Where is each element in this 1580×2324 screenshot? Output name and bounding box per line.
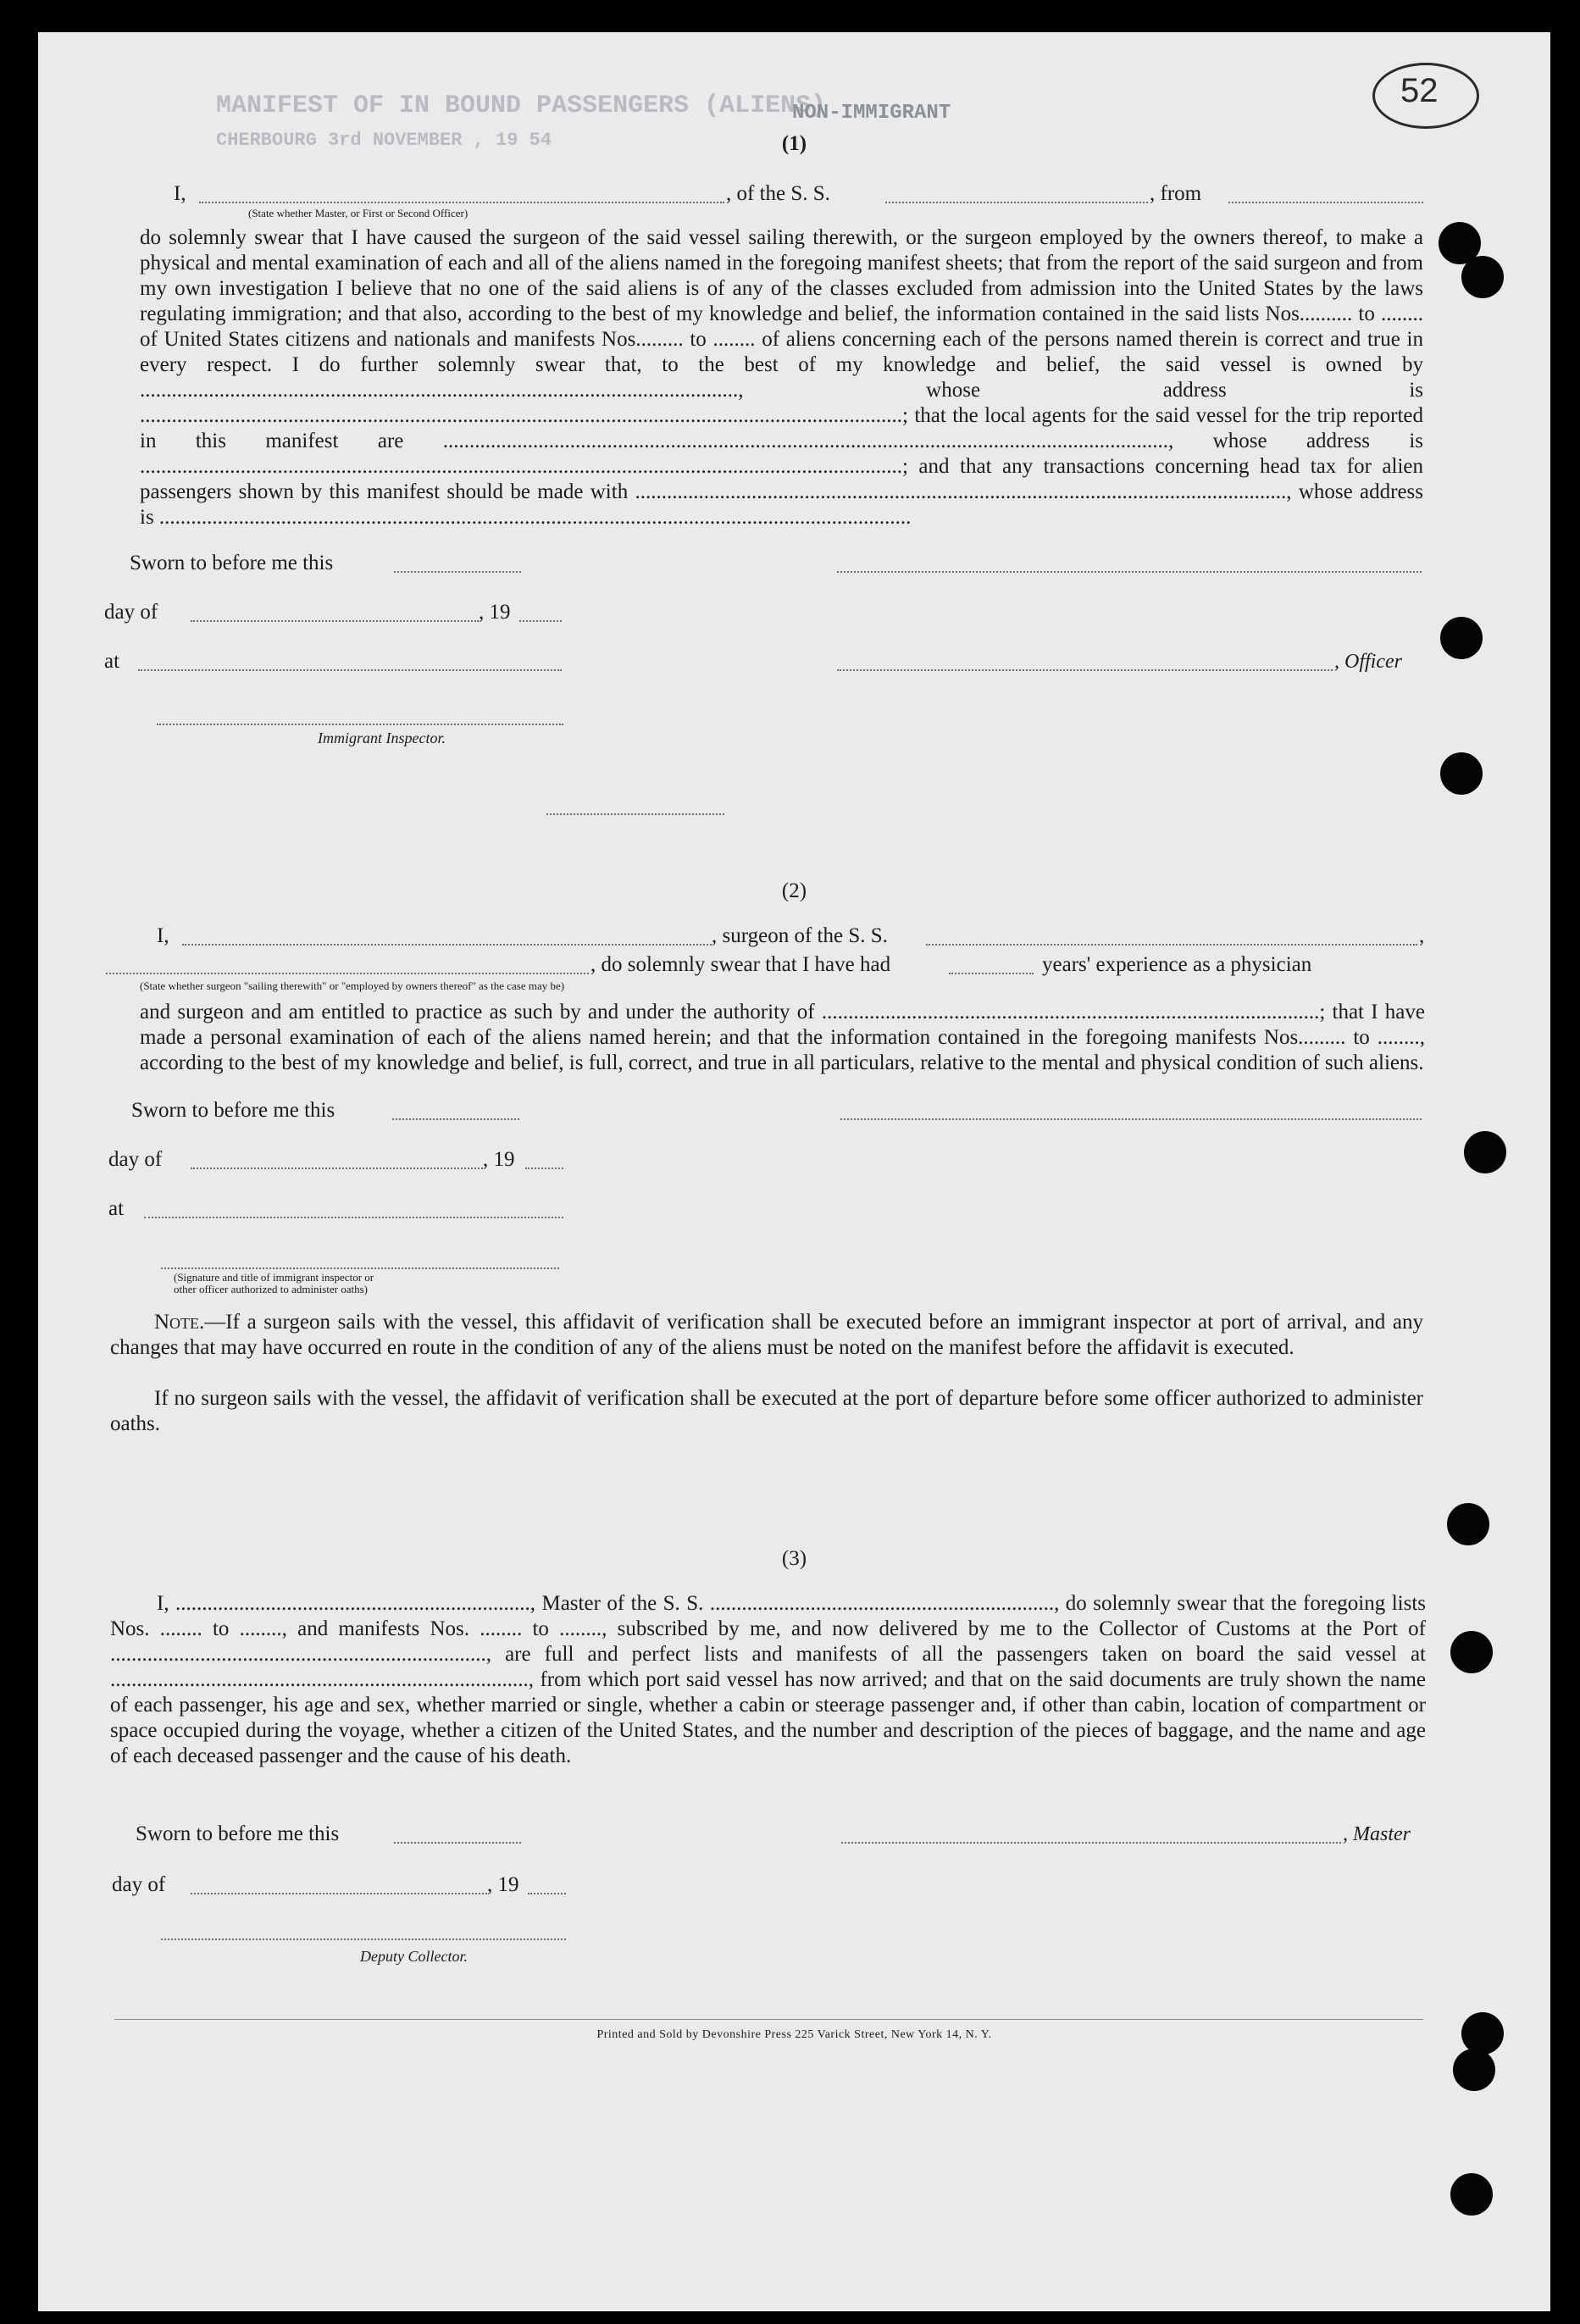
s3-year-label: , 19 bbox=[487, 1873, 519, 1896]
s3-paragraph: I, ..................................................................., Master of the S. S. ................................................................., do solemnly swear that the foregoing lists Nos. ........ to ........, and manifests Nos. ........ to ........, subscribed by me, and now delivered by me to the Collector of Customs at the Port of ......................................................................., are full and perfect lists and manifests of all the passengers taken on board the said vessel at ..............................................................................., from which port said vessel has now arrived; and that on the said documents are truly shown the name of each passenger, his age and sex, whether married or single, whether a cabin or steerage passenger and, if other than cabin, location of compartment or space occupied during the voyage, whether a citizen of the United States, and the number and description of the pieces of baggage, and the name and age of each deceased passenger and the cause of his death. bbox=[110, 1592, 1426, 1767]
s2-at-line bbox=[144, 1217, 563, 1218]
page-number-stamp bbox=[1372, 63, 1479, 129]
binder-hole bbox=[1440, 617, 1483, 659]
s2-swear-line: , do solemnly swear that I have had bbox=[590, 953, 891, 976]
s3-sworn-line bbox=[394, 1842, 521, 1844]
s2-note bbox=[110, 1310, 1423, 1361]
s2-signature-note-1: (Signature and title of immigrant inspector or bbox=[174, 1271, 374, 1284]
footer-rule bbox=[114, 2019, 1423, 2020]
s2-comma: , bbox=[1419, 924, 1425, 947]
s1-sworn-label: Sworn to before me this bbox=[130, 552, 334, 574]
s2-ship-line bbox=[926, 944, 1417, 946]
s2-note-label: Note. bbox=[154, 1311, 205, 1334]
s1-officer-label: , Officer bbox=[1334, 651, 1402, 673]
s1-at-line bbox=[138, 669, 562, 671]
s2-paragraph: and surgeon and am entitled to practice as such by and under the authority of ..............................................................................................; that I have made a personal examination of each of the aliens named herein; and that the information contained in the foregoing manifests Nos......... to ........, according to the best of my knowledge and belief, is full, correct, and true in all particulars, relative to the mental and physical condition of such aliens. bbox=[140, 1001, 1425, 1074]
s2-year-line bbox=[525, 1168, 563, 1169]
s3-day-line bbox=[191, 1893, 487, 1894]
s3-sworn-label: Sworn to before me this bbox=[136, 1822, 340, 1845]
s2-year-label: , 19 bbox=[483, 1148, 515, 1171]
s2-surgeon-note: (State whether surgeon "sailing therewith" or "employed by owners thereof" as the case may be) bbox=[140, 979, 565, 992]
faint-header-class: NON-IMMIGRANT bbox=[792, 102, 951, 125]
s1-paragraph: do solemnly swear that I have caused the surgeon of the said vessel sailing therewith, or the surgeon employed by the owners thereof, to make a physical and mental examination of each and all of the aliens named in the foregoing manifest sheets; that from the report of the said surgeon and from my own investigation I believe that no one of the said aliens is of any of the classes excluded from admission into the United States by the laws regulating immigration; and that also, according to the best of my knowledge and belief, the information contained in the said lists Nos.......... to ........ of United States citizens and nationals and manifests Nos......... to ........ of aliens concerning each of the persons named therein is correct and true in every respect. I do further solemnly swear that, to the best of my knowledge and belief, the said vessel is owned by ................................................................................................................., whose address is ................................................................................................................................................; that the local agents for the said vessel for the trip reported in this manifest are ........................................................................................................................................., whose address is ................................................................................................................................................; and that any transactions concerning head tax for alien passengers shown by this manifest should be made with ..........................................................................................................................., whose address is .............................................................................................................................................. bbox=[140, 226, 1423, 529]
s2-years-line bbox=[949, 973, 1034, 974]
s2-note-2: If no surgeon sails with the vessel, the affidavit of verification shall be executed at the port of departure before some officer authorized to administer oaths. bbox=[110, 1387, 1423, 1435]
s1-oath-start: I, bbox=[174, 182, 186, 205]
s3-day-label: day of bbox=[112, 1873, 166, 1896]
s1-officer-line bbox=[837, 669, 1333, 671]
s2-signature-line bbox=[840, 1118, 1422, 1120]
s1-day-label: day of bbox=[104, 601, 158, 624]
s2-signature-note-line bbox=[161, 1267, 559, 1269]
binder-hole bbox=[1464, 1131, 1506, 1173]
binder-hole bbox=[1450, 1631, 1493, 1673]
s1-sworn-line bbox=[394, 571, 521, 573]
binder-hole bbox=[1461, 2012, 1504, 2055]
s2-sworn-label: Sworn to before me this bbox=[131, 1099, 335, 1122]
s1-year-label: , 19 bbox=[479, 601, 511, 624]
binder-hole bbox=[1440, 752, 1483, 795]
s1-at-label: at bbox=[104, 650, 120, 673]
binder-hole bbox=[1453, 2049, 1495, 2091]
section-3-number: (3) bbox=[781, 1547, 807, 1570]
s2-oath-start: I, bbox=[157, 924, 169, 947]
document-page bbox=[38, 32, 1550, 2311]
s1-signature-line bbox=[837, 571, 1422, 573]
s2-at-label: at bbox=[108, 1197, 125, 1220]
binder-hole bbox=[1450, 2173, 1493, 2216]
s1-ship-line bbox=[885, 202, 1148, 203]
s3-year-line bbox=[528, 1893, 566, 1894]
s2-day-label: day of bbox=[108, 1148, 163, 1171]
printer-footer: Printed and Sold by Devonshire Press 225 Varick Street, New York 14, N. Y. bbox=[596, 2028, 992, 2041]
s2-name-line bbox=[182, 944, 712, 946]
s1-inspector-label: Immigrant Inspector. bbox=[318, 729, 446, 746]
binder-hole bbox=[1447, 1503, 1489, 1545]
s1-from: , from bbox=[1150, 182, 1202, 205]
s2-note-text: —If a surgeon sails with the vessel, this affidavit of verification shall be executed before an immigrant inspector at port of arrival, and any changes that may have occurred en route in the condition of any of the aliens must be noted on the manifest before the affidavit is executed. bbox=[110, 1311, 1423, 1359]
s2-surgeon-type-line bbox=[106, 973, 589, 974]
stamp-number: 52 bbox=[1400, 72, 1439, 109]
s3-deputy-line bbox=[161, 1939, 566, 1940]
s1-day-line bbox=[191, 620, 479, 622]
s1-year-line bbox=[519, 620, 562, 622]
s3-master-line bbox=[841, 1842, 1341, 1844]
s2-surgeon-of: , surgeon of the S. S. bbox=[712, 924, 888, 947]
section-2-number: (2) bbox=[781, 879, 807, 902]
s2-signature-note-2: other officer authorized to administer oaths) bbox=[174, 1283, 368, 1295]
binder-hole bbox=[1461, 256, 1504, 298]
s3-deputy-label: Deputy Collector. bbox=[360, 1948, 468, 1965]
faint-header-title: MANIFEST OF IN BOUND PASSENGERS (ALIENS) bbox=[216, 92, 827, 120]
s3-master-label: , Master bbox=[1343, 1823, 1411, 1845]
section-1-number: (1) bbox=[781, 132, 807, 155]
s1-of-ship: , of the S. S. bbox=[726, 182, 830, 205]
faint-header-date: CHERBOURG 3rd NOVEMBER , 19 54 bbox=[216, 130, 552, 151]
s1-name-line bbox=[199, 202, 724, 203]
s2-sworn-line bbox=[392, 1118, 519, 1120]
s2-years-label: years' experience as a physician bbox=[1042, 953, 1312, 976]
s2-day-line bbox=[191, 1168, 483, 1169]
s1-dotted-divider bbox=[546, 813, 724, 815]
s1-from-line bbox=[1228, 202, 1423, 203]
s1-officer-note: (State whether Master, or First or Second Officer) bbox=[248, 207, 468, 219]
